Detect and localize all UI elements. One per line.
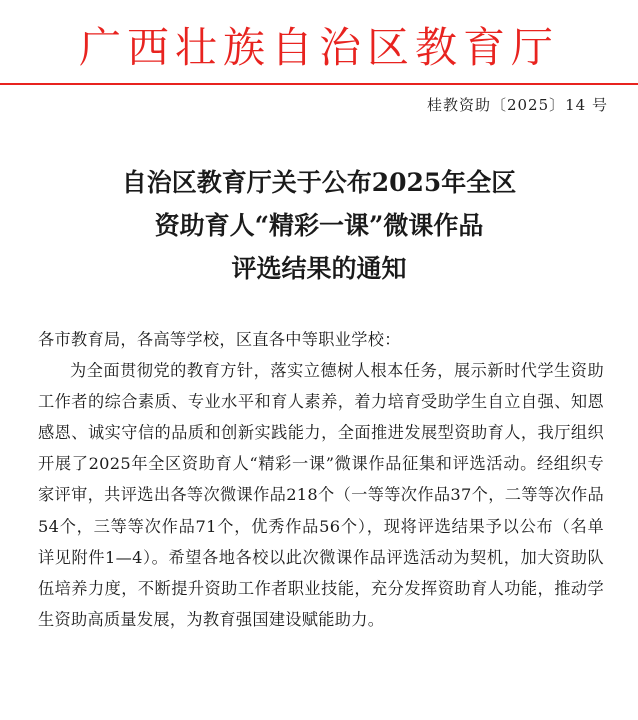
notice-body [38,324,604,635]
red-divider-line [0,83,638,85]
issuing-organization-header: 广西壮族自治区教育厅 [78,23,559,72]
notice-title-line-3: 评选结果的通知 [231,254,407,283]
salutation: 各市教育局，各高等学校，区直各中等职业学校： [38,330,401,349]
notice-title [0,161,638,290]
notice-title-line-1: 自治区教育厅关于公布2025年全区 [121,168,517,197]
document-number: 桂教资助〔2025〕14 号 [426,96,608,114]
notice-title-line-2: 资助育人“精彩一课”微课作品 [154,211,484,240]
body-paragraph: 为全面贯彻党的教育方针，落实立德树人根本任务，展示新时代学生资助工作者的综合素质、专业水平和育人素养，着力培育受助学生自立自强、知恩感恩、诚实守信的品质和创新实践能力，全面推进发展型资助育人，我厅组织开展了2025年全区资助育人“精彩一课”微课作品征集和评选活动。经组织专家评审，共评选出各等次微课作品218个（一等等次作品37个，二等等次作品54个，三等等次作品71个，优秀作品56个），现将评选结果予以公布（名单详见附件1—4）。希望各地各校以此次微课作品评选活动为契机，加大资助队伍培养力度，不断提升资助工作者职业技能，充分发挥资助育人功能，推动学生资助高质量发展，为教育强国建设赋能助力。 [38,361,604,629]
